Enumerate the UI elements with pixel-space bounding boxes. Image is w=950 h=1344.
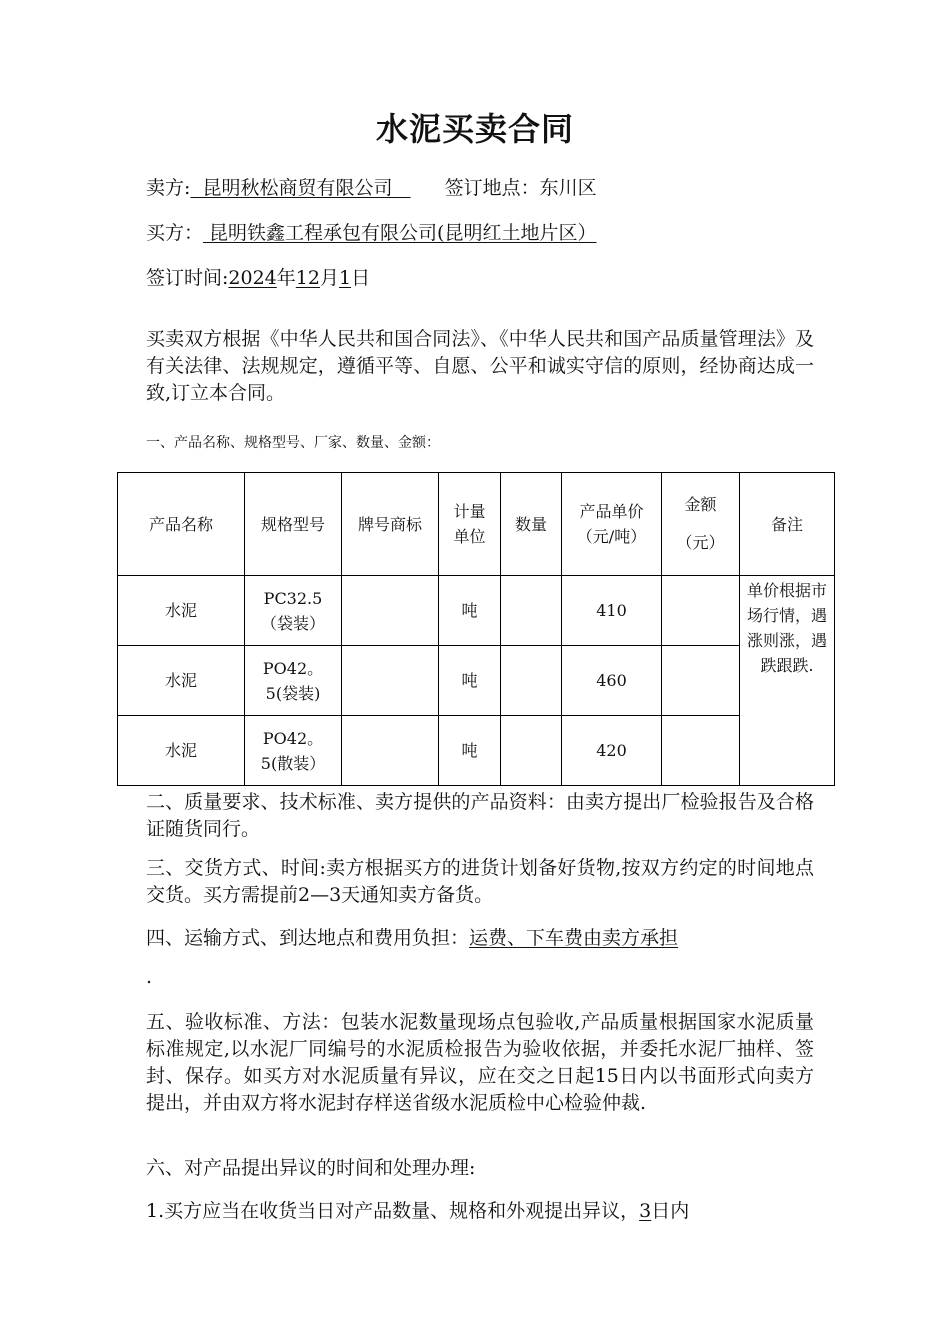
table-row	[118, 576, 835, 646]
item1-text: 1.买方应当在收货当日对产品数量、规格和外观提出异议，	[146, 1200, 640, 1222]
table-row	[118, 646, 835, 716]
section4-line	[146, 923, 678, 950]
cell-unit-price: 460	[562, 646, 662, 716]
table-header-row	[118, 473, 835, 576]
cell-brand	[342, 716, 439, 786]
cell-unit-price: 420	[562, 716, 662, 786]
header-spec: 规格型号	[245, 473, 342, 576]
cell-spec: PC32.5（袋装）	[245, 576, 342, 646]
day-unit: 日	[351, 267, 371, 289]
table-row	[118, 716, 835, 786]
item1-text-after: 日内	[651, 1200, 690, 1222]
signing-day: 1	[338, 267, 352, 289]
cell-brand	[342, 646, 439, 716]
header-amount: 金额（元）	[662, 473, 740, 576]
signing-place-label: 签订地点：	[444, 177, 540, 199]
cell-brand	[342, 576, 439, 646]
cell-unit-price: 410	[562, 576, 662, 646]
item1-line	[146, 1196, 689, 1223]
cell-product-name: 水泥	[118, 646, 245, 716]
cell-unit: 吨	[439, 576, 501, 646]
signing-place: 东川区	[539, 177, 597, 199]
cell-quantity	[501, 646, 562, 716]
cell-amount	[662, 646, 740, 716]
signing-date-line	[146, 263, 370, 290]
document-title: 水泥买卖合同	[375, 110, 574, 148]
cell-unit: 吨	[439, 716, 501, 786]
month-unit: 月	[319, 267, 339, 289]
remark-cell: 单价根据市场行情，遇涨则涨，遇跌跟跌.	[740, 576, 835, 786]
section4-tail: .	[146, 966, 153, 988]
header-quantity: 数量	[501, 473, 562, 576]
signing-month: 12	[295, 267, 320, 289]
intro-paragraph: 买卖双方根据《中华人民共和国合同法》、《中华人民共和国产品质量管理法》及有关法律、法规规定，遵循平等、自愿、公平和诚实守信的原则，经协商达成一致,订立本合同。	[146, 328, 814, 404]
cell-amount	[662, 716, 740, 786]
seller-label: 卖方:	[146, 177, 191, 199]
cell-spec: PO42。5(袋装)	[245, 646, 342, 716]
year-unit: 年	[276, 267, 296, 289]
section3-paragraph: 三、交货方式、时间:卖方根据买方的进货计划备好货物,按双方约定的时间地点交货。买方需提前2—3天通知卖方备货。	[146, 857, 814, 906]
cell-amount	[662, 576, 740, 646]
buyer-label: 买方：	[146, 222, 204, 244]
section1-heading: 一、产品名称、规格型号、厂家、数量、金额：	[146, 435, 440, 451]
seller-line	[146, 173, 597, 200]
header-brand: 牌号商标	[342, 473, 439, 576]
cell-unit: 吨	[439, 646, 501, 716]
cell-quantity	[501, 716, 562, 786]
cell-product-name: 水泥	[118, 576, 245, 646]
header-unit-price: 产品单价（元/吨）	[562, 473, 662, 576]
header-product-name: 产品名称	[118, 473, 245, 576]
buyer-name: 昆明铁鑫工程承包有限公司(昆明红土地片区）	[203, 222, 597, 244]
section4-label: 四、运输方式、到达地点和费用负担：	[146, 927, 470, 949]
section6-heading: 六、对产品提出异议的时间和处理办理:	[146, 1157, 476, 1179]
cell-product-name: 水泥	[118, 716, 245, 786]
cell-spec: PO42。5(散装）	[245, 716, 342, 786]
section5-paragraph: 五、验收标准、方法：包装水泥数量现场点包验收,产品质量根据国家水泥质量标准规定,以水泥厂同编号的水泥质检报告为验收依据，并委托水泥厂抽样、签封、保存。如买方对水泥质量有异议，应在交之日起15日内以书面形式向卖方提出，并由双方将水泥封存样送省级水泥质检中心检验仲裁.	[146, 1011, 814, 1114]
buyer-line	[146, 218, 596, 245]
section2-paragraph: 二、质量要求、技术标准、卖方提供的产品资料：由卖方提出厂检验报告及合格证随货同行。	[146, 791, 814, 840]
signing-date-label: 签订时间:	[146, 267, 229, 289]
header-remark: 备注	[740, 473, 835, 576]
product-table	[117, 472, 835, 786]
section4-value: 运费、下车费由卖方承担	[469, 927, 679, 949]
signing-year: 2024	[228, 267, 277, 289]
item1-days: 3	[639, 1200, 652, 1222]
header-unit: 计量单位	[439, 473, 501, 576]
seller-name: 昆明秋松商贸有限公司	[190, 177, 411, 199]
cell-quantity	[501, 576, 562, 646]
